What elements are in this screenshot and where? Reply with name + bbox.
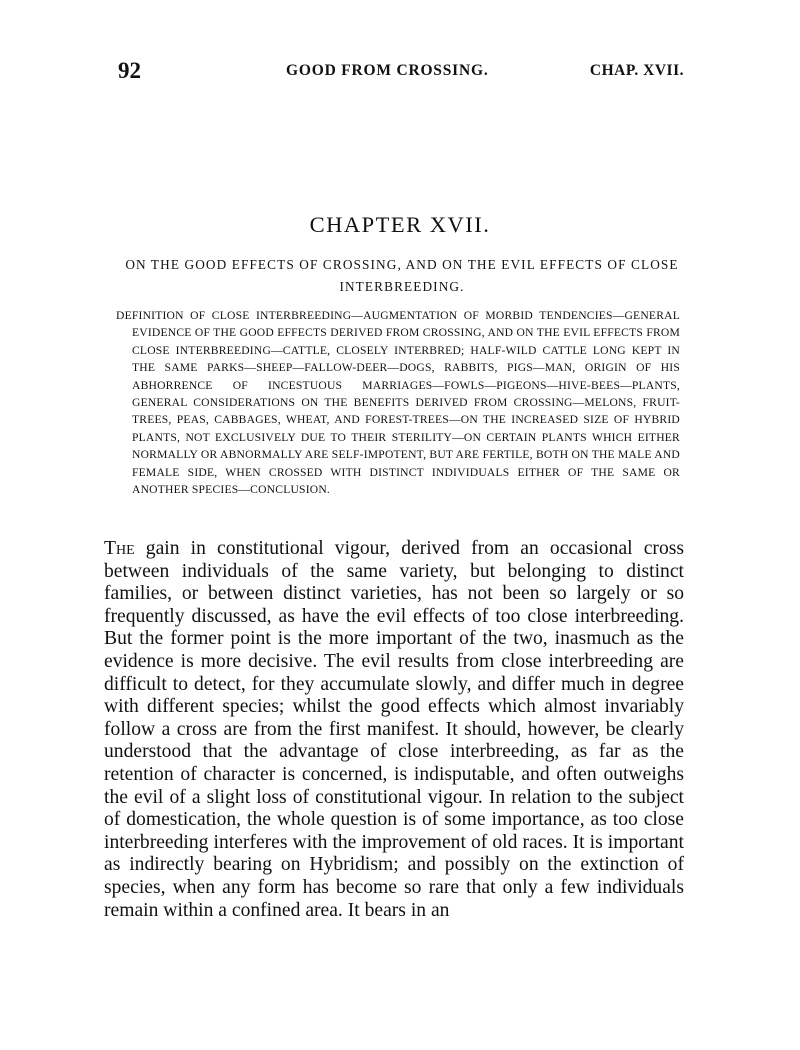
- paragraph-text: gain in constitutional vigour, derived from an occasional cross between individuals of the same variety, but belonging to distinct families, or between distinct varieties, has not been so largely or so frequently discussed, as have the evil effects of too close interbreeding. But the former point is the more important of the two, inasmuch as the evidence is more decisive. The evil results from close interbreeding are difficult to detect, for they accumulate slowly, and differ much in degree with different species; whilst the good effects which almost invariably follow a cross are from the first manifest. It should, however, be clearly understood that the advantage of close interbreeding, as far as the retention of character is concerned, is indisputable, and often outweighs the evil of a slight loss of constitutional vigour. In relation to the subject of domestication, the whole question is of some importance, as too close interbreeding interferes with the improvement of old races. It is important as indirectly bearing on Hybridism; and possibly on the extinction of species, when any form has become so rare that only a few individuals remain within a confined area. It bears in an: [104, 538, 684, 921]
- page-header: [118, 58, 684, 98]
- chapter-subtitle: ON THE GOOD EFFECTS OF CROSSING, AND ON THE EVIL EFFECTS OF CLOSE INTERBREEDING.: [125, 257, 679, 294]
- chapter-reference: CHAP. XVII.: [589, 62, 684, 79]
- lead-word: The: [104, 538, 135, 559]
- chapter-synopsis: DEFINITION OF CLOSE INTERBREEDING—AUGMENTATION OF MORBID TENDENCIES—GENERAL EVIDENCE OF THE GOOD EFFECTS DERIVED FROM CROSSING, AND ON THE EVIL EFFECTS FROM CLOSE INTERBREEDING—CATTLE, CLOSELY INTERBRED; HALF-WILD CATTLE LONG KEPT IN THE SAME PARKS—SHEEP—FALLOW-DEER—DOGS, RABBITS, PIGS—MAN, ORIGIN OF HIS ABHORRENCE OF INCESTUOUS MARRIAGES—FOWLS—PIGEONS—HIVE-BEES—PLANTS, GENERAL CONSIDERATIONS ON THE BENEFITS DERIVED FROM CROSSING—MELONS, FRUIT-TREES, PEAS, CABBAGES, WHEAT, AND FOREST-TREES—ON THE INCREASED SIZE OF HYBRID PLANTS, NOT EXCLUSIVELY DUE TO THEIR STERILITY—ON CERTAIN PLANTS WHICH EITHER NORMALLY OR ABNORMALLY ARE SELF-IMPOTENT, BUT ARE FERTILE, BOTH ON THE MALE AND FEMALE SIDE, WHEN CROSSED WITH DISTINCT INDIVIDUALS EITHER OF THE SAME OR ANOTHER SPECIES—CONCLUSION.: [116, 309, 680, 497]
- running-title: GOOD FROM CROSSING.: [286, 62, 489, 79]
- body-paragraph: [104, 538, 684, 922]
- chapter-title: CHAPTER XVII.: [309, 212, 491, 237]
- page-number: 92: [118, 58, 141, 83]
